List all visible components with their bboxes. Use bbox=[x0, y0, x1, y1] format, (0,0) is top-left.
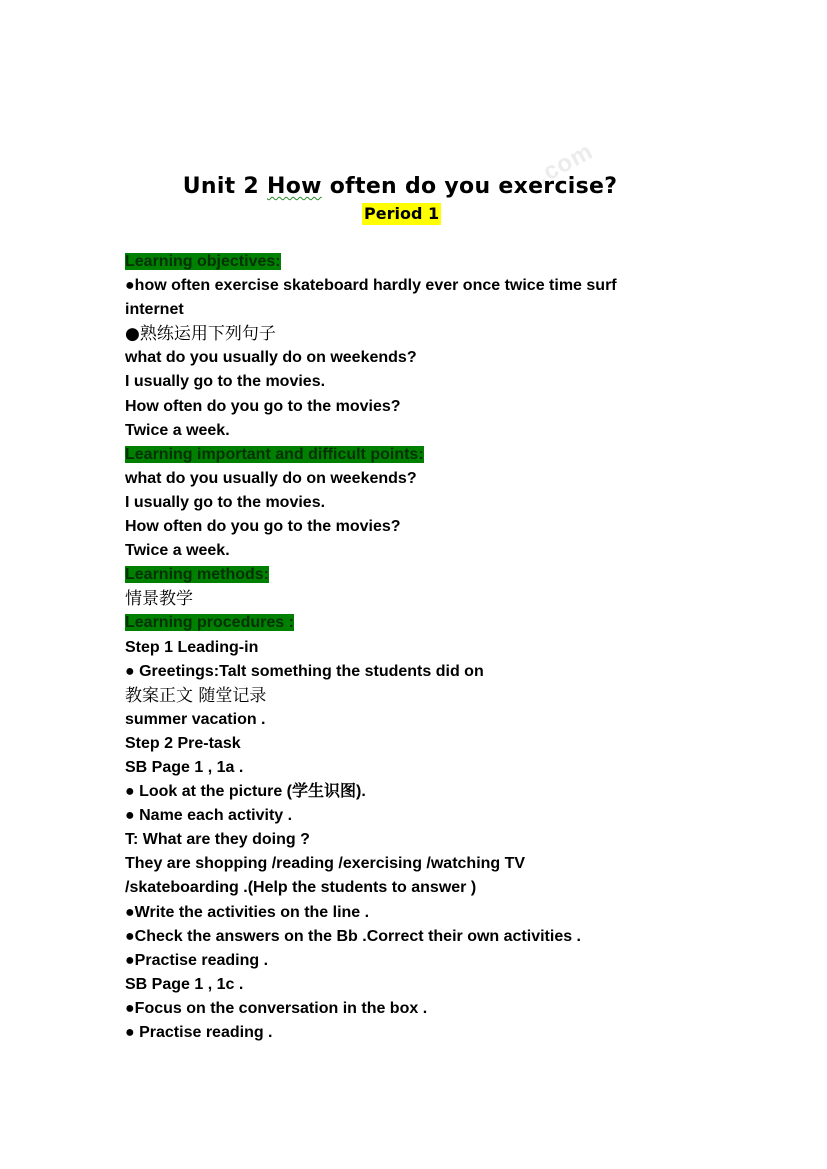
page-title bbox=[0, 174, 800, 199]
text-line: ●Practise reading . bbox=[125, 951, 269, 969]
text-line: ●how often exercise skateboard hardly ever once twice time surf bbox=[125, 277, 617, 295]
text-line: ● Practise reading . bbox=[125, 1024, 273, 1041]
section-heading-methods: Learning methods: bbox=[125, 566, 270, 584]
text-line: what do you usually do on weekends? bbox=[125, 469, 417, 487]
text-line: internet bbox=[125, 301, 184, 319]
text-line: ●Focus on the conversation in the box . bbox=[125, 999, 428, 1017]
section-heading-key-points: Learning important and difficult points: bbox=[125, 445, 424, 463]
text-line: ●熟练运用下列句子 bbox=[125, 324, 276, 345]
text-line: ●Write the activities on the line . bbox=[125, 903, 370, 921]
title-prefix: Unit 2 bbox=[182, 174, 267, 199]
watermark: .com bbox=[531, 137, 598, 190]
text-line: summer vacation . bbox=[125, 710, 266, 728]
title-suffix: often do you exercise? bbox=[321, 174, 618, 199]
text-line: I usually go to the movies. bbox=[125, 493, 326, 511]
text-line: ● Greetings:Talt something the students did on bbox=[125, 662, 484, 680]
title-underlined-word: How bbox=[267, 174, 322, 199]
text-line: How often do you go to the movies? bbox=[125, 518, 401, 536]
text-line: ● Name each activity . bbox=[125, 807, 293, 825]
text-line: Step 2 Pre-task bbox=[125, 734, 241, 752]
text-line: what do you usually do on weekends? bbox=[125, 349, 417, 367]
section-heading-procedures: Learning procedures : bbox=[125, 614, 294, 632]
text-line: Step 1 Leading-in bbox=[125, 638, 259, 656]
text-line: 情景教学 bbox=[125, 589, 193, 610]
text-line: SB Page 1 , 1a . bbox=[125, 758, 244, 776]
section-heading-objectives: Learning objectives: bbox=[125, 253, 281, 270]
text-line: T: What are they doing ? bbox=[125, 831, 310, 849]
text-line: ● Look at the picture (学生识图). bbox=[125, 783, 366, 801]
text-line: How often do you go to the movies? bbox=[125, 397, 401, 415]
text-line: Twice a week. bbox=[125, 421, 230, 439]
period-label: Period 1 bbox=[364, 204, 440, 223]
text-line: SB Page 1 , 1c . bbox=[125, 975, 244, 993]
text-line: Twice a week. bbox=[125, 542, 230, 560]
text-line: 教案正文 随堂记录 bbox=[125, 685, 267, 706]
text-line: I usually go to the movies. bbox=[125, 373, 326, 391]
text-line: ●Check the answers on the Bb .Correct their own activities . bbox=[125, 927, 581, 945]
text-line: /skateboarding .(Help the students to answer ) bbox=[125, 879, 477, 897]
text-line: They are shopping /reading /exercising /watching TV bbox=[125, 855, 526, 873]
lesson-body bbox=[125, 250, 685, 1045]
